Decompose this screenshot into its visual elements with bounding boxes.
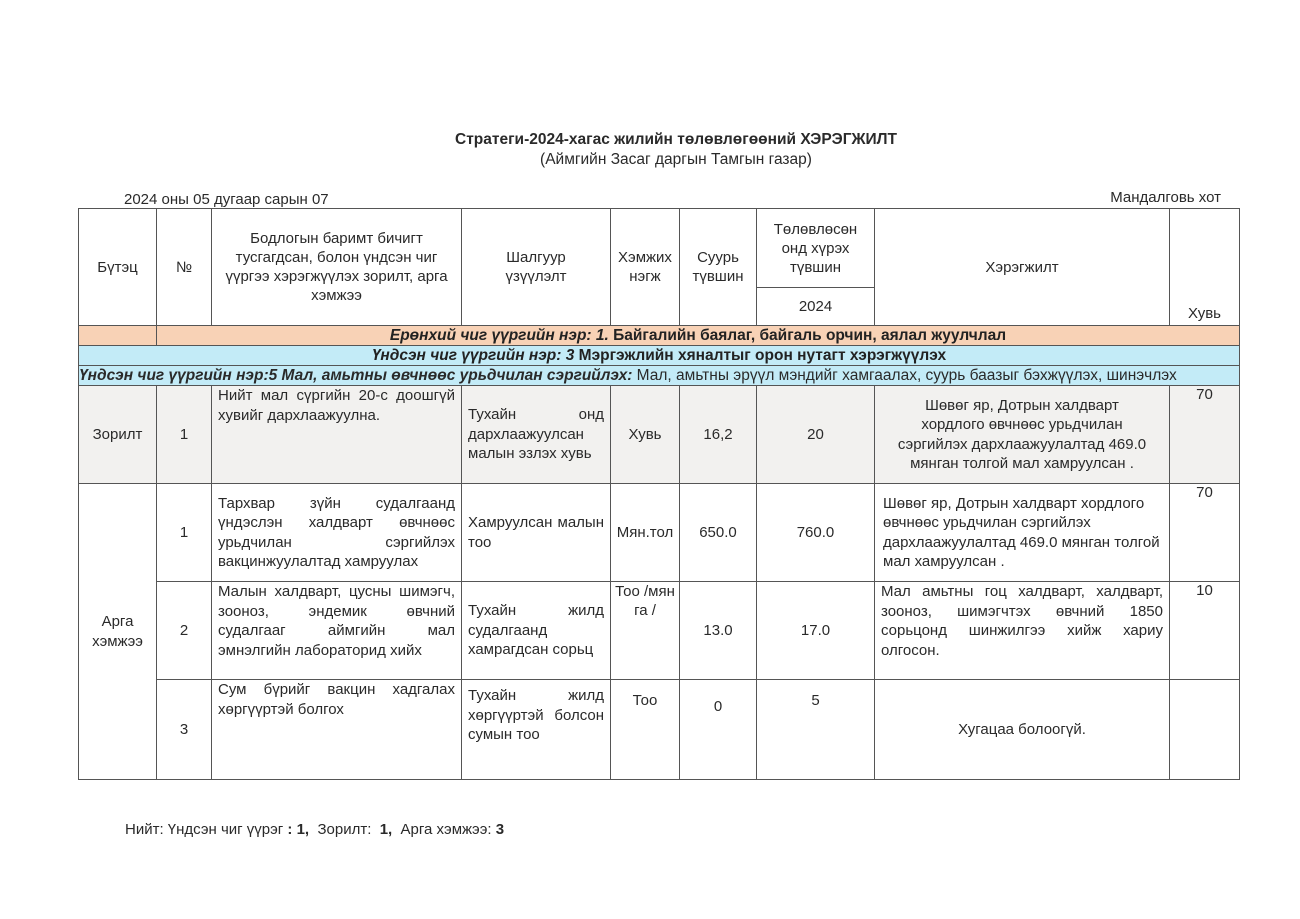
document-subtitle: (Аймгийн Засаг даргын Тамгын газар) <box>540 151 812 168</box>
row-target: 5 <box>757 680 875 780</box>
row-target: 760.0 <box>757 484 875 582</box>
row-objective: Нийт мал сүргийн 20-с доошгүй хувийг дархлаажуулна. <box>212 386 462 484</box>
footer-value2: 1, <box>379 821 393 838</box>
general-function-row <box>79 326 1240 346</box>
header-baseline: Суурь түвшин <box>680 209 757 326</box>
row-objective: Малын халдварт, цусны шимэгч, зооноз, эндемик өвчний судалгааг аймгийн мал эмнэлгийн лабораторид хийх <box>212 582 462 680</box>
band1-text: Байгалийн баялаг, байгаль орчин, аялал жуулчлал <box>608 326 1007 344</box>
row-unit: Тоо /мянга / <box>611 582 680 680</box>
row-target: 17.0 <box>757 582 875 680</box>
band1-label: Ерөнхий чиг үүргийн нэр: 1. <box>389 326 609 344</box>
row-baseline: 16,2 <box>680 386 757 484</box>
document-date: 2024 оны 05 дугаар сарын 07 <box>124 191 329 208</box>
general-function-band <box>157 326 1240 346</box>
table-row <box>79 582 1240 680</box>
row-structure-measures: Арга хэмжээ <box>79 484 157 780</box>
row-implementation: Шөвөг яр, Дотрын халдварт хордлого өвчнөөс урьдчилан сэргийлэх дархлаажуулалтад 469.0 мянган толгой мал хамруулсан . <box>875 484 1170 582</box>
row-indicator: Тухайн жилд хөргүүртэй болсон сумын тоо <box>462 680 611 780</box>
band3-label: Үндсэн чиг үүргийн нэр:5 Мал, амьтны өвчнөөс урьдчилан сэргийлэх: <box>79 367 633 384</box>
row-indicator: Тухайн жилд судалгаанд хамрагдсан сорьц <box>462 582 611 680</box>
row-indicator: Тухайн онд дархлаажуулсан малын эзлэх хувь <box>462 386 611 484</box>
row-implementation: Шөвөг яр, Дотрын халдварт хордлого өвчнөөс урьдчилан сэргийлэх дархлаажуулалтад 469.0 мянган толгой мал хамруулсан . <box>875 386 1170 484</box>
row-implementation: Хугацаа болоогүй. <box>875 680 1170 780</box>
table-row <box>79 484 1240 582</box>
row-percent: 70 <box>1170 484 1240 582</box>
row-objective: Сум бүрийг вакцин хадгалах хөргүүртэй болгох <box>212 680 462 780</box>
row-number: 2 <box>157 582 212 680</box>
table-row <box>79 386 1240 484</box>
row-unit: Мян.тол <box>611 484 680 582</box>
row-unit: Тоо <box>611 680 680 780</box>
main-function-band <box>79 346 1240 366</box>
header-target-year: 2024 <box>757 288 875 326</box>
row-number: 1 <box>157 386 212 484</box>
document-place: Мандалговь хот <box>1110 189 1221 206</box>
summary-footer <box>125 821 504 838</box>
header-row <box>79 209 1240 288</box>
row-structure: Зорилт <box>79 386 157 484</box>
band3-text: Мал, амьтны эрүүл мэндийг хамгаалах, суурь баазыг бэхжүүлэх, шинэчлэх <box>632 367 1177 384</box>
subfunction-band <box>79 366 1240 386</box>
row-percent: 70 <box>1170 386 1240 484</box>
row-unit: Хувь <box>611 386 680 484</box>
main-function-row <box>79 346 1240 366</box>
row-baseline: 13.0 <box>680 582 757 680</box>
footer-prefix1: Нийт: Үндсэн чиг үүрэг <box>125 821 288 838</box>
row-objective: Тархвар зүйн судалгаанд үндэслэн халдварт өвчнөөс урьдчилан сэргийлэх вакцинжуулалтад хамруулах <box>212 484 462 582</box>
band2-text: Мэргэжлийн хяналтыг орон нутагт хэрэгжүүлэх <box>574 346 947 364</box>
footer-prefix2: Зорилт: <box>309 821 380 838</box>
header-number: № <box>157 209 212 326</box>
header-structure: Бүтэц <box>79 209 157 326</box>
row-percent: 10 <box>1170 582 1240 680</box>
footer-value1: : 1, <box>287 821 310 838</box>
row-implementation: Мал амьтны гоц халдварт, халдварт, зооноз, шимэгчтэх өвчний 1850 сорьцонд шинжилгээ хийж хариу олгосон. <box>875 582 1170 680</box>
row-percent <box>1170 680 1240 780</box>
header-percent: Хувь <box>1170 209 1240 326</box>
row-indicator: Хамруулсан малын тоо <box>462 484 611 582</box>
header-implementation: Хэрэгжилт <box>875 209 1170 326</box>
header-target-group: Төлөвлөсөн онд хүрэх түвшин <box>757 209 875 288</box>
document-title: Стратеги-2024-хагас жилийн төлөвлөгөөний ХЭРЭГЖИЛТ <box>455 131 897 148</box>
footer-value3: 3 <box>495 821 505 838</box>
header-unit: Хэмжих нэгж <box>611 209 680 326</box>
implementation-table <box>78 208 1240 780</box>
footer-prefix3: Арга хэмжээ: <box>392 821 496 838</box>
row-baseline: 0 <box>680 680 757 780</box>
subfunction-row <box>79 366 1240 386</box>
header-objective: Бодлогын баримт бичигт тусгагдсан, болон үндсэн чиг үүргээ хэрэгжүүлэх зорилт, арга хэмжээ <box>212 209 462 326</box>
row-baseline: 650.0 <box>680 484 757 582</box>
band2-label: Үндсэн чиг үүргийн нэр: 3 <box>371 346 575 364</box>
row-target: 20 <box>757 386 875 484</box>
row-number: 3 <box>157 680 212 780</box>
table-row <box>79 680 1240 780</box>
header-indicator: Шалгуур үзүүлэлт <box>462 209 611 326</box>
row-number: 1 <box>157 484 212 582</box>
